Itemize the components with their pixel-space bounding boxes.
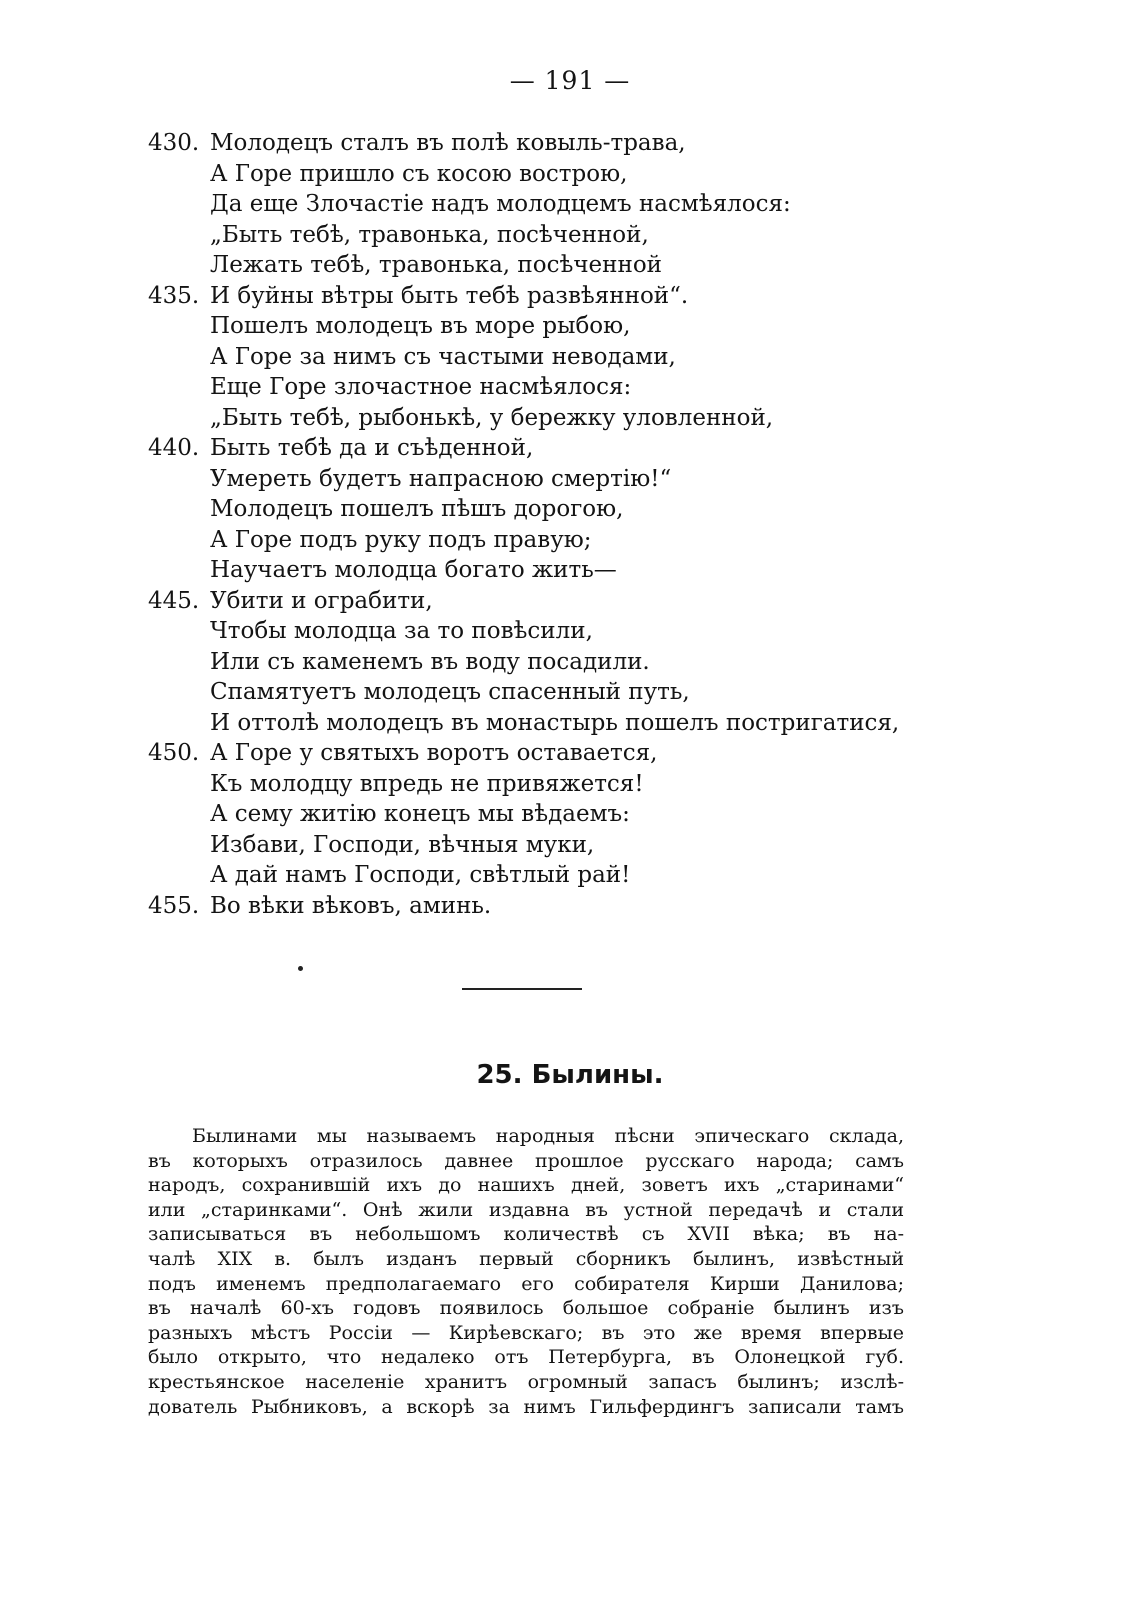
verse-line [148,403,948,434]
verse-line [148,616,948,647]
verse-text: Еще Горе злочастное насмѣялося: [210,374,632,400]
verse-line [148,860,948,891]
verse-text: Да еще Злочастіе надъ молодцемъ насмѣялося: [210,191,791,217]
verse-number: 450. [148,740,200,766]
verse-text: А Горе пришло съ косою вострою, [210,160,628,187]
verse-text: Молодецъ сталъ въ полѣ ковыль-трава, [210,130,686,156]
verse-line [148,799,948,830]
verse-text: Умереть будетъ напрасною смертію!“ [210,465,672,492]
verse-text: И буйны вѣтры быть тебѣ развѣянной“. [210,282,689,309]
verse-text: И оттолѣ молодецъ въ монастырь пошелъ постригатися, [210,709,900,736]
verse-text: Молодецъ пошелъ пѣшъ дорогою, [210,496,624,522]
poem [148,128,948,921]
verse-line [148,586,948,617]
verse-line [148,433,948,464]
verse-number: 430. [148,130,200,156]
prose-line: разныхъ мѣстъ Россіи — Кирѣевскаго; въ это же время впервые [148,1321,904,1344]
prose-line: чалѣ XIX в. былъ изданъ первый сборникъ былинъ, извѣстный [148,1247,904,1270]
prose-line: или „старинками“. Онѣ жили издавна въ устной передачѣ и стали [148,1198,904,1221]
verse-text: Пошелъ молодецъ въ море рыбою, [210,313,631,339]
verse-text: А Горе у святыхъ воротъ оставается, [210,740,658,766]
verse-text: Или съ каменемъ въ воду посадили. [210,648,650,675]
verse-text: А Горе за нимъ съ частыми неводами, [210,343,676,370]
verse-text: Спамятуетъ молодецъ спасенный путь, [210,679,690,705]
verse-line [148,342,948,373]
verse-text: „Быть тебѣ, рыбонькѣ, у бережку уловленной, [210,404,774,431]
verse-line [148,372,948,403]
verse-text: „Быть тебѣ, травонька, посѣченной, [210,221,649,248]
prose-line: было открыто, что недалеко отъ Петербурга, въ Олонецкой губ. [148,1346,904,1369]
section-title: 25. Былины. [476,1060,664,1090]
page-number: — 191 — [509,66,631,95]
verse-line [148,708,948,739]
verse-line [148,311,948,342]
prose-line: въ которыхъ отразилось давнее прошлое русскаго народа; самъ [148,1149,904,1172]
verse-line [148,525,948,556]
verse-text: А дай намъ Господи, свѣтлый рай! [210,862,631,888]
verse-line [148,555,948,586]
verse-line [148,281,948,312]
verse-text: Избави, Господи, вѣчныя муки, [210,831,595,858]
verse-line [148,250,948,281]
prose-line: въ началѣ 60-хъ годовъ появилось большое собраніе былинъ изъ [148,1297,904,1320]
verse-line [148,189,948,220]
verse-line [148,159,948,190]
verse-line [148,220,948,251]
ink-speck [298,966,303,971]
verse-number: 435. [148,282,200,309]
verse-line [148,769,948,800]
prose-line: дователь Рыбниковъ, а вскорѣ за нимъ Гильфердингъ записали тамъ [148,1395,904,1418]
verse-text: Лежать тебѣ, травонька, посѣченной [210,252,663,278]
verse-line [148,830,948,861]
verse-text: Чтобы молодца за то повѣсили, [210,618,593,644]
section-divider [462,988,582,990]
verse-line [148,738,948,769]
verse-line [148,464,948,495]
verse-text: Къ молодцу впредь не привяжется! [210,770,644,797]
prose-paragraph [148,1124,904,1419]
verse-line [148,647,948,678]
verse-number: 440. [148,435,200,461]
prose-line: подъ именемъ предполагаемаго его собирателя Кирши Данилова; [148,1272,904,1295]
verse-text: Быть тебѣ да и съѣденной, [210,435,534,461]
prose-line: крестьянское населеніе хранитъ огромный запасъ былинъ; изслѣ- [148,1370,904,1393]
verse-line [148,677,948,708]
verse-line [148,128,948,159]
verse-number: 445. [148,587,200,614]
prose-line: народъ, сохранившій ихъ до нашихъ дней, зоветъ ихъ „старинами“ [148,1174,904,1197]
verse-text: Научаетъ молодца богато жить— [210,557,617,583]
verse-text: Убити и ограбити, [210,587,433,614]
verse-text: Во вѣки вѣковъ, аминь. [210,892,492,919]
verse-line [148,494,948,525]
verse-text: А сему житію конецъ мы вѣдаемъ: [210,801,630,827]
verse-number: 455. [148,892,200,919]
verse-line [148,891,948,922]
prose-line: записываться въ небольшомъ количествѣ съ XVII вѣка; въ на- [148,1223,904,1246]
prose-line: Былинами мы называемъ народныя пѣсни эпическаго склада, [192,1125,904,1147]
verse-text: А Горе подъ руку подъ правую; [210,526,592,553]
